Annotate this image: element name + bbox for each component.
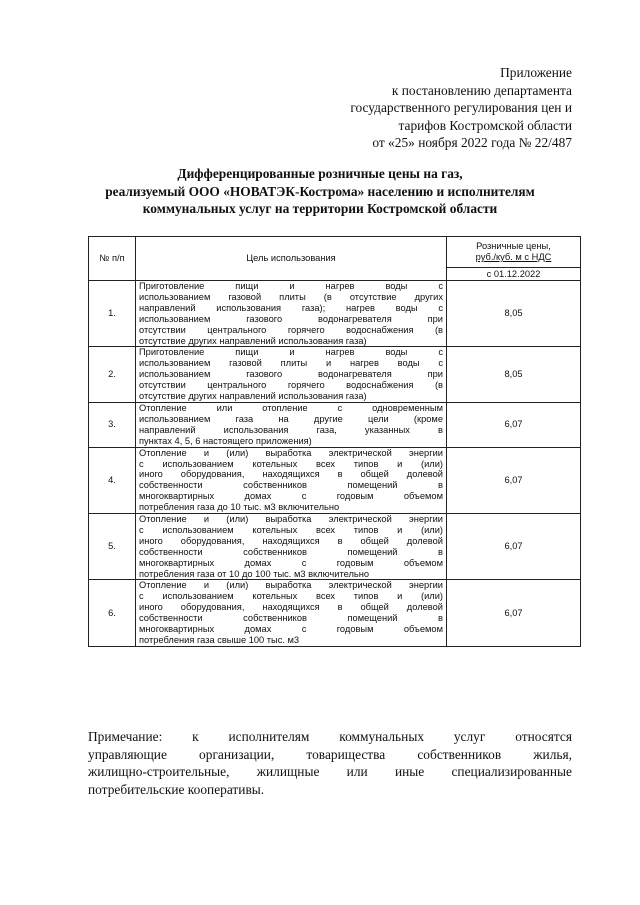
row-price: 6,07 bbox=[447, 580, 581, 646]
purpose-line: направлений использования газа, указанных в bbox=[139, 424, 443, 435]
document-title bbox=[60, 165, 580, 218]
purpose-line: собственности собственников помещений в bbox=[139, 613, 443, 624]
note-line: жилищно-строительные, жилищные или иные специализированные bbox=[88, 764, 572, 779]
row-price: 6,07 bbox=[447, 447, 581, 513]
purpose-line: отсутствие других направлений использования газа) bbox=[139, 391, 367, 402]
appendix-line: тарифов Костромской области bbox=[398, 117, 572, 133]
row-purpose bbox=[136, 514, 447, 580]
purpose-line: потребления газа свыше 100 тыс. м3 bbox=[139, 635, 300, 645]
purpose-line: многоквартирных домах с годовым объемом bbox=[139, 491, 443, 502]
row-purpose bbox=[136, 580, 447, 646]
table-row bbox=[89, 514, 581, 580]
purpose-line: с использованием котельных всех типов и (или) bbox=[139, 458, 443, 469]
purpose-line: многоквартирных домах с годовым объемом bbox=[139, 624, 443, 635]
row-purpose bbox=[136, 447, 447, 513]
purpose-line: отсутствии центрального горячего водоснабжения (в bbox=[139, 324, 443, 335]
appendix-block bbox=[272, 64, 572, 152]
title-line: коммунальных услуг на территории Костромской области bbox=[142, 201, 498, 216]
row-price: 6,07 bbox=[447, 402, 581, 447]
purpose-line: Отопление или отопление с одновременным bbox=[139, 402, 443, 413]
row-purpose bbox=[136, 402, 447, 447]
purpose-line: потребления газа от 10 до 100 тыс. м3 включительно bbox=[139, 568, 370, 579]
purpose-line: собственности собственников помещений в bbox=[139, 480, 443, 491]
purpose-line: использованием газового водонагревателя при bbox=[139, 313, 443, 324]
purpose-line: многоквартирных домах с годовым объемом bbox=[139, 557, 443, 568]
title-line: Дифференцированные розничные цены на газ, bbox=[177, 166, 463, 181]
row-number: 1. bbox=[89, 281, 136, 347]
table-row bbox=[89, 347, 581, 403]
row-number: 2. bbox=[89, 347, 136, 403]
purpose-line: отсутствии центрального горячего водоснабжения (в bbox=[139, 380, 443, 391]
row-purpose bbox=[136, 347, 447, 403]
appendix-line: Приложение bbox=[500, 65, 572, 80]
purpose-line: Отопление и (или) выработка электрической энергии bbox=[139, 580, 443, 591]
purpose-line: иного оборудования, находящихся в общей долевой bbox=[139, 469, 443, 480]
header-price-line: Розничные цены, bbox=[476, 241, 551, 252]
header-price bbox=[447, 237, 581, 268]
purpose-line: иного оборудования, находящихся в общей долевой bbox=[139, 535, 443, 546]
purpose-line: использованием газа на другие цели (кроме bbox=[139, 413, 443, 424]
header-num: № п/п bbox=[89, 237, 136, 281]
row-price: 8,05 bbox=[447, 281, 581, 347]
price-table bbox=[88, 236, 581, 647]
row-purpose bbox=[136, 281, 447, 347]
note-line: Примечание: к исполнителям коммунальных услуг относятся bbox=[88, 729, 572, 744]
header-date: с 01.12.2022 bbox=[447, 268, 581, 281]
header-price-line: руб./куб. м с НДС bbox=[475, 252, 552, 262]
row-number: 6. bbox=[89, 580, 136, 646]
purpose-line: собственности собственников помещений в bbox=[139, 546, 443, 557]
purpose-line: использованием газового водонагревателя при bbox=[139, 369, 443, 380]
title-line: реализуемый ООО «НОВАТЭК-Кострома» населению и исполнителям bbox=[105, 183, 535, 199]
purpose-line: Отопление и (или) выработка электрической энергии bbox=[139, 514, 443, 525]
note-line: управляющие организации, товарищества собственников жилья, bbox=[88, 746, 572, 762]
appendix-line: от «25» ноября 2022 года № 22/487 bbox=[372, 135, 572, 150]
purpose-line: пунктах 4, 5, 6 настоящего приложения) bbox=[139, 435, 312, 446]
table-row bbox=[89, 580, 581, 646]
row-number: 5. bbox=[89, 514, 136, 580]
purpose-line: использованием газовой плиты и нагрев воды с bbox=[139, 358, 443, 369]
table-row bbox=[89, 281, 581, 347]
row-price: 8,05 bbox=[447, 347, 581, 403]
purpose-line: использованием газовой плиты (в отсутствие других bbox=[139, 291, 443, 302]
purpose-line: Приготовление пищи и нагрев воды с bbox=[139, 347, 443, 358]
row-number: 3. bbox=[89, 402, 136, 447]
header-purpose: Цель использования bbox=[136, 237, 447, 281]
purpose-line: направлений использования газа); нагрев воды с bbox=[139, 302, 443, 313]
appendix-line: государственного регулирования цен и bbox=[350, 100, 572, 115]
table-row bbox=[89, 447, 581, 513]
table-row bbox=[89, 402, 581, 447]
purpose-line: Отопление и (или) выработка электрической энергии bbox=[139, 447, 443, 458]
purpose-line: потребления газа до 10 тыс. м3 включительно bbox=[139, 502, 340, 513]
purpose-line: иного оборудования, находящихся в общей долевой bbox=[139, 602, 443, 613]
purpose-line: с использованием котельных всех типов и (или) bbox=[139, 591, 443, 602]
row-number: 4. bbox=[89, 447, 136, 513]
row-price: 6,07 bbox=[447, 514, 581, 580]
purpose-line: отсутствие других направлений использования газа) bbox=[139, 335, 367, 346]
note-block bbox=[88, 728, 572, 798]
purpose-line: Приготовление пищи и нагрев воды с bbox=[139, 281, 443, 291]
note-line: потребительские кооперативы. bbox=[88, 781, 265, 797]
appendix-line: к постановлению департамента bbox=[391, 82, 572, 98]
purpose-line: с использованием котельных всех типов и (или) bbox=[139, 524, 443, 535]
